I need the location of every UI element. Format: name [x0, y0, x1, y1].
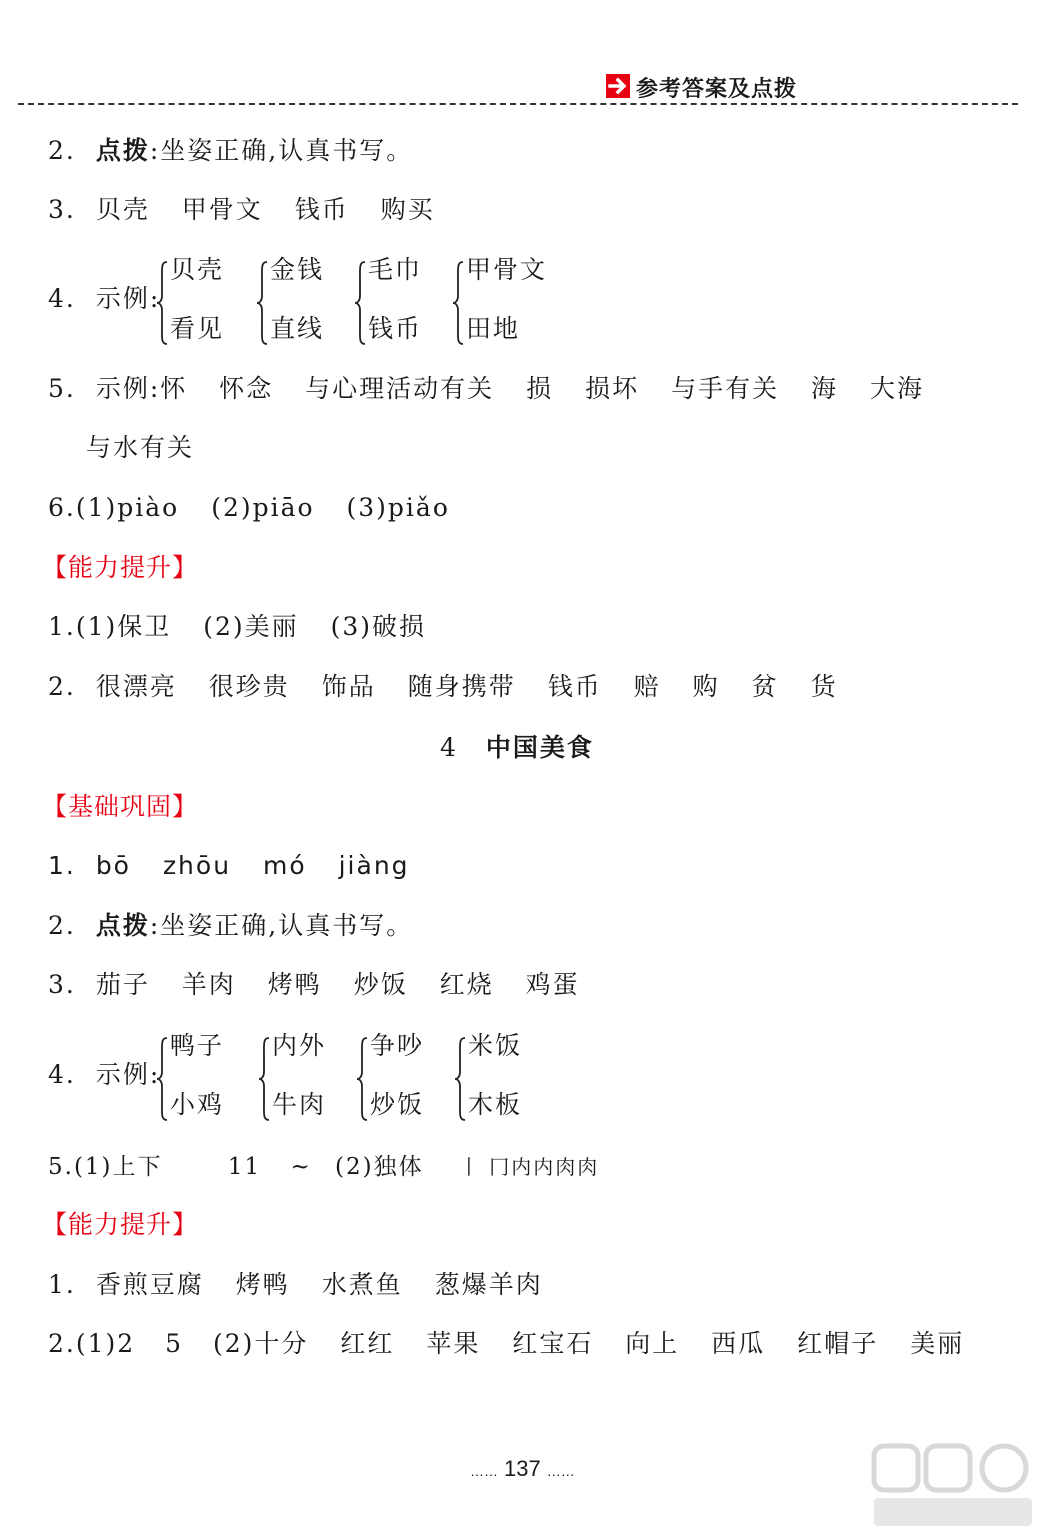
word: 与心理活动有关 [305, 374, 495, 403]
page-number-value: 137 [504, 1456, 541, 1481]
brace-icon [258, 1036, 270, 1122]
word: 钱币 [547, 672, 602, 701]
word: 红红 [340, 1329, 395, 1358]
section-title [440, 731, 594, 765]
word: 购 [692, 672, 720, 701]
pinyin-item: bō [95, 851, 131, 880]
section-title-text: 中国美食 [485, 733, 594, 762]
item-number: 6. [48, 493, 76, 522]
word: 大海 [870, 374, 925, 403]
answer-3 [48, 193, 435, 227]
word: 示例:怀 [95, 374, 188, 403]
word: 贝壳 [170, 255, 225, 284]
word: 与手有关 [671, 374, 780, 403]
word: 红宝石 [512, 1329, 594, 1358]
word: 怀念 [219, 374, 274, 403]
dots-left: …… [470, 1463, 498, 1479]
word: 直线 [270, 314, 325, 343]
section-number: 4 [440, 733, 458, 762]
ability-answer-2 [48, 670, 838, 704]
pinyin-item: (3)piǎo [346, 493, 450, 522]
word: 葱爆羊肉 [434, 1270, 543, 1299]
brace-icon [256, 260, 268, 346]
brace-icon [156, 1036, 168, 1122]
word: 炒饭 [353, 970, 408, 999]
word: 西瓜 [711, 1329, 766, 1358]
word: 贝壳 [95, 195, 150, 224]
brace-icon [354, 260, 366, 346]
item-number: 4. [48, 1060, 76, 1089]
section-heading-ability: 【能力提升】 [42, 553, 199, 582]
item-number: 2. [48, 672, 76, 701]
word: 茄子 [95, 970, 150, 999]
word: 烤鸭 [235, 1270, 290, 1299]
item-number: 5. [48, 374, 76, 403]
word: 鸭子 [170, 1031, 225, 1060]
word: 海 [811, 374, 839, 403]
dots-right: …… [546, 1463, 575, 1479]
word: (1)保卫 [75, 612, 172, 641]
section-heading-basic: 【基础巩固】 [42, 792, 199, 821]
answer-6 [48, 491, 450, 525]
word: 羊肉 [181, 970, 236, 999]
item-number: 1. [48, 612, 76, 641]
brace-icon [156, 260, 168, 346]
word: 购买 [380, 195, 435, 224]
item-number: 4. [48, 284, 76, 313]
answer-5-continued: 与水有关 [86, 433, 195, 462]
word: 贫 [751, 672, 779, 701]
word: 损坏 [585, 374, 640, 403]
word: 美丽 [910, 1329, 965, 1358]
pinyin-item: jiàng [338, 851, 410, 880]
arrow-icon [606, 74, 630, 98]
item-number: 1. [48, 851, 76, 880]
word: 赔 [633, 672, 661, 701]
word: 香煎豆腐 [95, 1270, 204, 1299]
pinyin-item: mó [263, 851, 307, 880]
item-number: 2. [48, 136, 76, 165]
word: 钱币 [368, 314, 423, 343]
word: 很漂亮 [95, 672, 177, 701]
stroke-count: 11 [227, 1154, 262, 1180]
pinyin-item: zhōu [162, 851, 232, 880]
word: 5 [165, 1329, 184, 1358]
separator: ~ [290, 1154, 312, 1180]
word: 田地 [466, 314, 521, 343]
word: 烤鸭 [267, 970, 322, 999]
word: (2)美丽 [203, 612, 299, 641]
word: 损 [526, 374, 554, 403]
answer-5 [48, 372, 924, 406]
word: 小鸡 [170, 1090, 225, 1119]
example-label: 示例: [95, 284, 161, 313]
item-number: 2. [48, 1329, 76, 1358]
word: 木板 [468, 1090, 523, 1119]
word: 货 [810, 672, 838, 701]
word: 水煮鱼 [321, 1270, 403, 1299]
watermark-logo-icon [868, 1440, 1038, 1530]
hint-label: 点拨 [95, 911, 150, 940]
page-number [470, 1452, 575, 1488]
word: 炒饭 [370, 1090, 425, 1119]
ability2-answer-2 [48, 1327, 964, 1361]
word: (2)十分 [213, 1329, 309, 1358]
stroke-order: 丨 冂内内肉肉 [458, 1155, 600, 1179]
word: 鸡蛋 [525, 970, 580, 999]
word: 争吵 [370, 1031, 425, 1060]
word: (2)独体 [335, 1154, 424, 1180]
basic-answer-1 [48, 849, 410, 883]
ability-answer-1 [48, 610, 426, 644]
word: 钱币 [294, 195, 349, 224]
word: 内外 [272, 1031, 327, 1060]
ability2-answer-1 [48, 1268, 543, 1302]
brace-icon [452, 260, 464, 346]
word: 随身携带 [407, 672, 516, 701]
word: (1)上下 [73, 1154, 163, 1180]
item-number: 5. [48, 1154, 74, 1180]
basic-answer-3 [48, 968, 580, 1002]
word: 很珍贵 [208, 672, 290, 701]
item-number: 1. [48, 1270, 76, 1299]
basic-answer-5 [48, 1148, 599, 1184]
example-label: 示例: [95, 1060, 161, 1089]
word: 毛巾 [368, 255, 423, 284]
word: (3)破损 [330, 612, 427, 641]
pinyin-item: (2)piāo [211, 493, 315, 522]
basic-answer-2 [48, 909, 413, 943]
item-number: 3. [48, 970, 76, 999]
answer-text: :坐姿正确,认真书写。 [149, 136, 414, 165]
word: 饰品 [321, 672, 376, 701]
answer-2 [48, 134, 413, 168]
word: 甲骨文 [181, 195, 263, 224]
word: 甲骨文 [466, 255, 548, 284]
word: 米饭 [468, 1031, 523, 1060]
answer-text: :坐姿正确,认真书写。 [149, 911, 414, 940]
pinyin-item: (1)piào [75, 493, 180, 522]
header-title: 参考答案及点拨 [636, 77, 798, 102]
word: 红帽子 [797, 1329, 879, 1358]
hint-label: 点拨 [95, 136, 150, 165]
header-divider [18, 103, 1018, 105]
word: 红烧 [439, 970, 494, 999]
brace-icon [356, 1036, 368, 1122]
item-number: 2. [48, 911, 76, 940]
word: 看见 [170, 314, 225, 343]
section-heading-ability: 【能力提升】 [42, 1210, 199, 1239]
brace-icon [454, 1036, 466, 1122]
word: 向上 [625, 1329, 680, 1358]
word: 牛肉 [272, 1090, 327, 1119]
word: 金钱 [270, 255, 325, 284]
word: (1)2 [75, 1329, 136, 1358]
item-number: 3. [48, 195, 76, 224]
word: 苹果 [426, 1329, 481, 1358]
